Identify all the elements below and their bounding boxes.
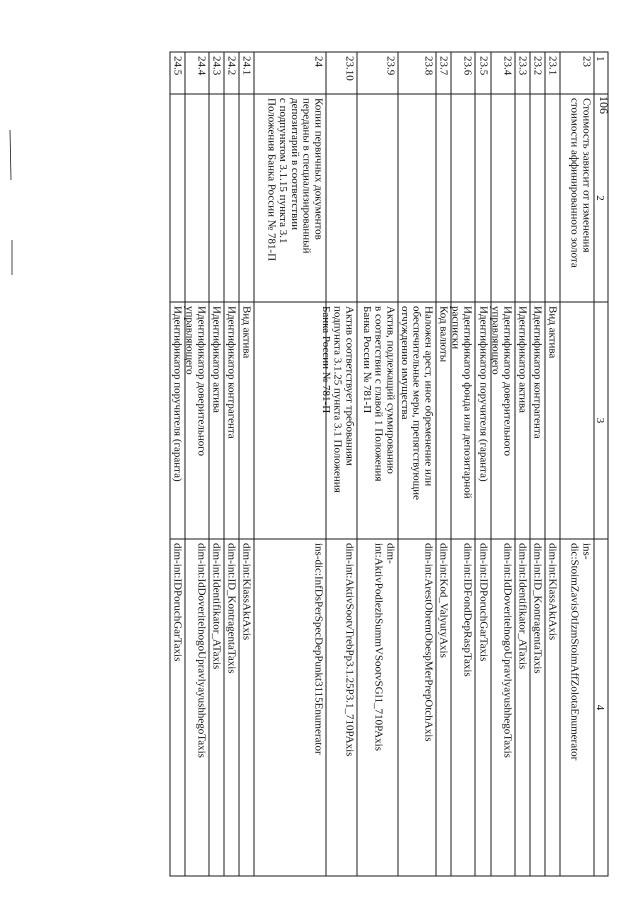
dimension-name: Актив, подлежащий суммированию	[384, 306, 397, 474]
table-row	[361, 56, 397, 751]
table-row	[478, 56, 490, 661]
row-number: 23.5	[477, 56, 490, 76]
table-row	[184, 56, 208, 758]
table-row	[172, 56, 184, 661]
indicator-name: с подпунктом 3.1.15 пункта 3.1	[277, 98, 290, 244]
taxonomy-element: dim-int:ID_KontragentaTaxis	[531, 543, 544, 674]
row-number: 24.3	[210, 56, 223, 76]
indicator-name: Положения Банка России № 781-П	[265, 98, 278, 262]
row-number: 23.9	[384, 56, 397, 76]
row-number: 24	[312, 56, 325, 67]
row-number: 23.3	[516, 56, 529, 76]
dimension-name: подпункта 3.1.25 пункта 3.1 Положения	[331, 306, 344, 493]
row-number: 23.4	[501, 56, 514, 76]
table-row	[547, 56, 559, 640]
taxonomy-element: dim-int:Identifikator_ATaxis	[210, 543, 223, 670]
taxonomy-element: dim-	[384, 543, 397, 564]
indicator-name: переданы в специализированный	[300, 98, 313, 254]
taxonomy-element: int:AktivPodlezhSummVSootvSGl1_710PAxis	[372, 543, 385, 752]
dimension-name: Банка России № 781-П	[319, 306, 332, 414]
scan-mark	[10, 130, 11, 180]
dimension-name: Вид актива	[546, 306, 559, 359]
dimension-name: Идентификатор доверительного	[501, 306, 514, 457]
column-header-3: 3	[594, 417, 606, 424]
taxonomy-element: dim-int:IdDoveritelnogoUpravlyayushhegoTaxis	[195, 543, 208, 758]
row-number: 24.2	[225, 56, 238, 76]
row-number: 23.1	[546, 56, 559, 76]
dimension-name: управляющего	[183, 306, 196, 375]
taxonomy-element: dim-int:Kod_ValyutyAxis	[437, 543, 450, 658]
dimension-name: Код валюты	[437, 306, 450, 363]
taxonomy-element: dic:StoimZavisOtIzmStoimAffZolotaEnumerator	[568, 543, 581, 761]
page-number: 106	[597, 96, 611, 114]
dimension-name: Банка России № 781-П	[360, 306, 373, 414]
row-number: 23.6	[461, 56, 474, 76]
table-row	[265, 56, 324, 755]
taxonomy-element: dim-int:IDPoruchGarTaxis	[477, 543, 490, 662]
dimension-name: Идентификатор поручителя (гаранта)	[477, 306, 490, 482]
taxonomy-element: dim-int:AktivSootvTrebPp3.1.25P3.1_710PAxis	[343, 543, 356, 757]
indicator-name: Стоимость зависит от изменения	[580, 98, 593, 253]
taxonomy-element: dim-int:ID_KontragentaTaxis	[225, 543, 238, 674]
dimension-name: Идентификатор контрагента	[531, 306, 544, 439]
taxonomy-element: dim-int:IDFondDepRaspTaxis	[461, 543, 474, 677]
dimension-name: Вид актива	[240, 306, 253, 359]
taxonomy-element: ins-dic:InfDsPerSpecDepPunkt3115Enumerator	[312, 543, 325, 755]
dimension-name: Идентификатор поручителя (гаранта)	[171, 306, 184, 482]
indicator-name: Копии первичных документов	[312, 98, 325, 240]
row-number: 24.4	[195, 56, 208, 76]
dimension-name: Идентификатор актива	[210, 306, 223, 413]
taxonomy-element: ins-	[580, 543, 593, 560]
row-number: 23.8	[422, 56, 435, 76]
row-number: 23	[580, 56, 593, 67]
table-row	[490, 56, 514, 758]
row-number: 23.7	[437, 56, 450, 76]
table-row	[211, 56, 223, 669]
taxonomy-element: dim-int:KlassAktAxis	[240, 543, 253, 641]
dimension-name: Идентификатор контрагента	[225, 306, 238, 439]
dimension-name: Актив соответствует требованиям	[343, 306, 356, 466]
table-row	[569, 56, 593, 761]
column-header-1: 1	[594, 56, 606, 62]
table-row	[438, 56, 450, 658]
column-header-2: 2	[594, 195, 606, 201]
table-row	[532, 56, 544, 674]
dimension-name: в соответствии с главой 1 Положения	[372, 306, 385, 482]
row-number: 23.10	[343, 56, 356, 81]
row-number: 24.1	[240, 56, 253, 76]
dimension-name: отчуждению имущества	[398, 306, 411, 420]
table-row	[241, 56, 253, 640]
indicator-name: стоимости аффинированного золота	[568, 98, 581, 268]
dimension-name: Идентификатор доверительного	[195, 306, 208, 457]
dimension-name: расписки	[449, 306, 462, 350]
table-row	[450, 56, 474, 677]
dimension-name: обеспечительные меры, препятствующие	[410, 306, 423, 500]
indicator-name: депозитарий в соответствии	[288, 98, 301, 231]
dimension-name: Идентификатор фонда или депозитарной	[461, 306, 474, 499]
column-header-4: 4	[594, 704, 606, 711]
dimension-name: Идентификатор актива	[516, 306, 529, 413]
taxonomy-element: dim-int:IDPoruchGarTaxis	[171, 543, 184, 662]
data-table	[170, 52, 608, 876]
taxonomy-element: dim-int:Identifikator_ATaxis	[516, 543, 529, 670]
row-number: 24.5	[171, 56, 184, 76]
row-number: 23.2	[531, 56, 544, 76]
dimension-name: Наложен арест, иное обременение или	[422, 306, 435, 487]
dimension-name: управляющего	[489, 306, 502, 375]
table-row	[399, 56, 435, 742]
taxonomy-element: dim-int:ArestObremObespMerPrepOtchAxis	[422, 543, 435, 742]
table-row	[517, 56, 529, 669]
taxonomy-element: dim-int:IdDoveritelnogoUpravlyayushhegoTaxis	[501, 543, 514, 758]
taxonomy-element: dim-int:KlassAktAxis	[546, 543, 559, 641]
table-row	[226, 56, 238, 674]
